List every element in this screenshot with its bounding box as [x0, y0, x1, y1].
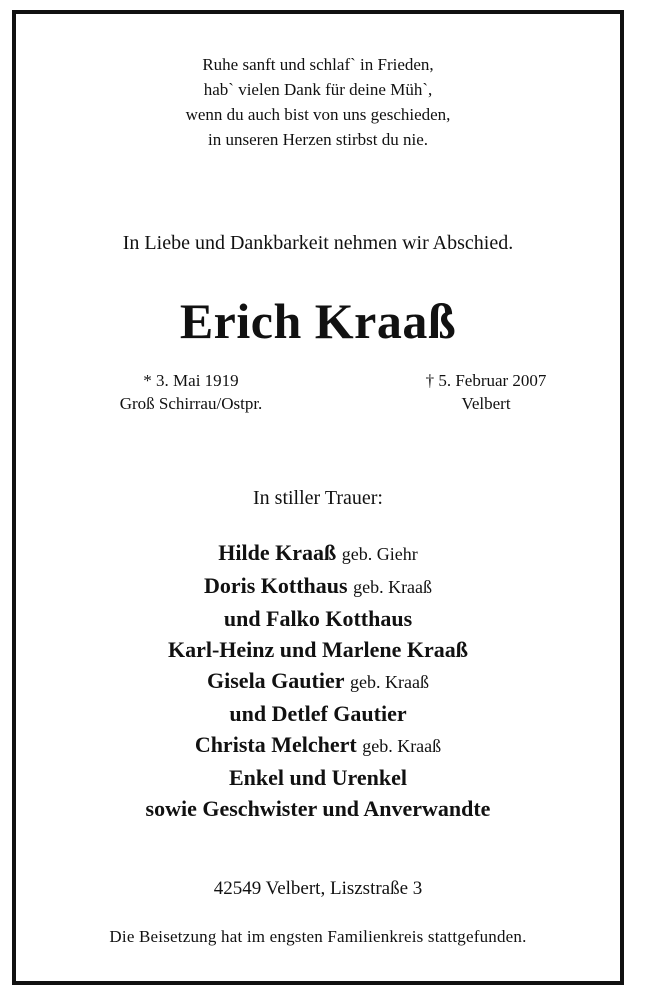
mourner-name: und Falko Kotthaus	[223, 606, 413, 631]
mourner-name: Christa Melchert	[194, 732, 357, 757]
farewell-intro: In Liebe und Dankbarkeit nehmen wir Abschied.	[122, 232, 514, 254]
mourner-entry	[16, 729, 620, 762]
mourner-entry	[16, 537, 620, 570]
mourner-entry	[16, 793, 620, 824]
mourner-maiden-name: geb. Kraaß	[362, 736, 442, 756]
birth-place: Groß Schirrau/Ostpr.	[119, 394, 263, 413]
family-address: 42549 Velbert, Liszstraße 3	[213, 878, 423, 899]
death-info	[386, 369, 586, 415]
mourner-maiden-name: geb. Kraaß	[353, 577, 433, 597]
poem-line: in unseren Herzen stirbst du nie.	[208, 130, 428, 149]
obituary-content	[16, 14, 620, 981]
mourner-entry	[16, 603, 620, 634]
mourner-maiden-name: geb. Giehr	[341, 544, 418, 564]
mourner-name: Enkel und Urenkel	[228, 765, 408, 790]
deceased-name: Erich Kraaß	[179, 293, 457, 349]
mourner-entry	[16, 698, 620, 729]
mourner-name: Gisela Gautier	[207, 668, 345, 693]
poem-line: Ruhe sanft und schlaf` in Frieden,	[202, 55, 434, 74]
poem	[16, 52, 620, 152]
birth-date: * 3. Mai 1919	[143, 371, 239, 390]
mourner-entry	[16, 762, 620, 793]
burial-note: Die Beisetzung hat im engsten Familienkreis stattgefunden.	[109, 927, 527, 946]
poem-line: wenn du auch bist von uns geschieden,	[185, 105, 451, 124]
mourning-heading: In stiller Trauer:	[253, 487, 383, 509]
death-place: Velbert	[461, 394, 511, 413]
mourner-name: Doris Kotthaus	[203, 573, 348, 598]
mourner-name: sowie Geschwister und Anverwandte	[145, 796, 491, 821]
mourner-name: Hilde Kraaß	[218, 540, 337, 565]
mourner-entry	[16, 634, 620, 665]
mourner-entry	[16, 665, 620, 698]
mourner-name: Karl-Heinz und Marlene Kraaß	[167, 637, 469, 662]
birth-info	[86, 369, 296, 415]
poem-line: hab` vielen Dank für deine Müh`,	[203, 80, 433, 99]
death-date: † 5. Februar 2007	[425, 371, 547, 390]
mourners-list	[16, 537, 620, 824]
mourner-name: und Detlef Gautier	[229, 701, 407, 726]
mourner-maiden-name: geb. Kraaß	[350, 672, 429, 692]
obituary-frame	[12, 10, 624, 985]
mourner-entry	[16, 570, 620, 603]
